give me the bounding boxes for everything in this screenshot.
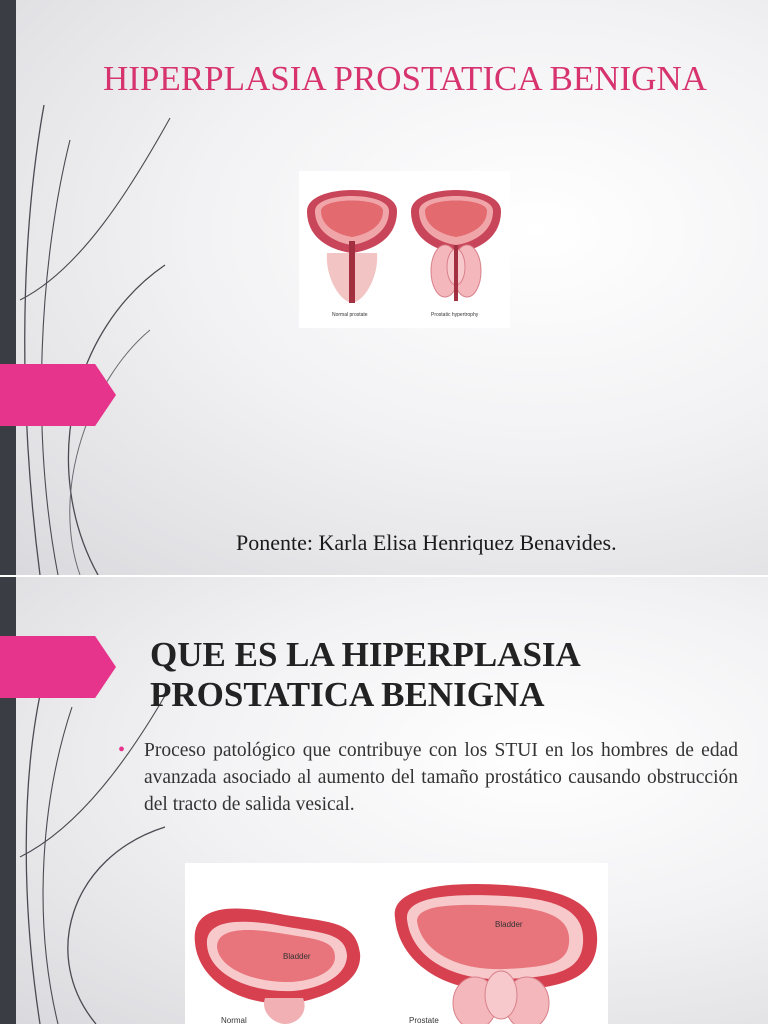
svg-text:Prostatic hypertrophy: Prostatic hypertrophy	[431, 312, 479, 318]
definition-slide	[0, 577, 768, 1024]
right-caption: Prostate	[409, 1016, 439, 1024]
bladder-prostate-image	[185, 863, 608, 1024]
slide-title: HIPERPLASIA PROSTATICA BENIGNA	[103, 59, 707, 98]
bullet-text: Proceso patológico que contribuye con los STUI en los hombres de edad avanzada asociado al aumento del tamaño prostático causando obstrucción del tracto de salida vesical.	[144, 740, 738, 815]
pink-arrow-tab	[0, 636, 116, 698]
bullet-dot-icon: •	[118, 739, 126, 761]
bullet-item	[118, 737, 738, 818]
pink-arrow-tab	[0, 364, 116, 426]
slide-title: QUE ES LA HIPERPLASIA PROSTATICA BENIGNA	[150, 635, 579, 714]
left-caption: Normal	[221, 1016, 247, 1024]
right-organ-label: Bladder	[495, 920, 523, 929]
prostate-comparison-image	[299, 171, 510, 328]
left-organ-label: Bladder	[283, 952, 311, 961]
speaker-line: Ponente: Karla Elisa Henriquez Benavides.	[236, 530, 617, 555]
svg-text:Normal prostate: Normal prostate	[332, 312, 368, 318]
left-accent-bar	[0, 0, 16, 575]
